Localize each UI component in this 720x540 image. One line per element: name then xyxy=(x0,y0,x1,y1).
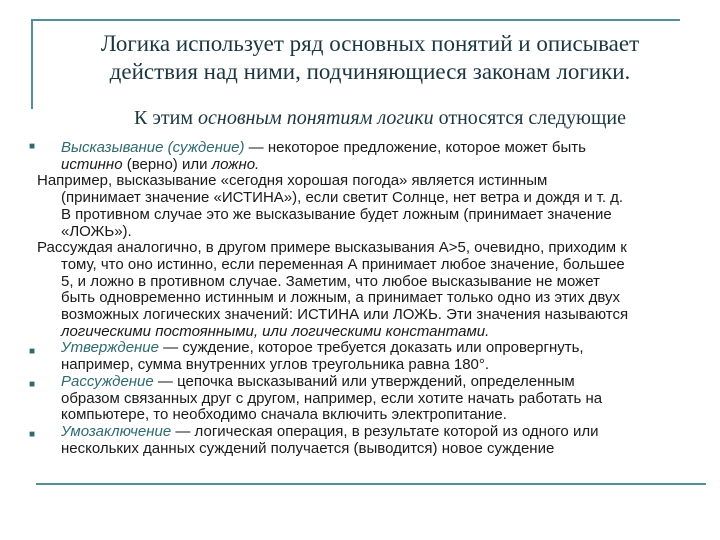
statement-line-8: тому, что оно истинно, если переменная А принимает любое значение, большее xyxy=(61,255,625,273)
list-item-statement: Высказывание (суждение) — некоторое предложение, которое может быть xyxy=(61,139,586,156)
bullet-square-icon xyxy=(29,140,41,154)
slide-subtitle: К этим основным понятиям логики относятся следующие xyxy=(134,107,626,129)
statement-line-9: 5, и ложно в противном случае. Заметим, что любое высказывание не может xyxy=(61,272,600,290)
statement-line-2: истинно (верно) или ложно. xyxy=(61,155,260,173)
slide-title xyxy=(60,30,680,86)
statement-line-12: логическими постоянными, или логическими константами. xyxy=(61,322,490,340)
list-item-reasoning: Рассуждение — цепочка высказываний или утверждений, определенным xyxy=(61,372,575,390)
list-item-conclusion: Умозаключение — логическая операция, в результате которой из одного или xyxy=(61,422,599,440)
conclusion-line-2: нескольких данных суждений получается (выводится) новое суждение xyxy=(61,439,555,457)
list-item-assertion: Утверждение — суждение, которое требуется доказать или опровергнуть, xyxy=(61,339,584,357)
frame-bottom-line xyxy=(36,483,706,485)
frame-top-line xyxy=(31,19,680,21)
term-statement: Высказывание xyxy=(61,139,164,156)
statement-line-5: В противном случае это же высказывание будет ложным (принимает значение xyxy=(61,205,612,223)
term-reasoning: Рассуждение xyxy=(61,372,154,390)
bullet-square-icon xyxy=(29,378,41,392)
title-line-2: действия над ними, подчиняющиеся законам логики. xyxy=(109,59,631,84)
title-line-1: Логика использует ряд основных понятий и описывает xyxy=(100,31,640,56)
reasoning-line-2: образом связанных друг с другом, например, если хотите начать работать на xyxy=(61,389,603,407)
bullet-square-icon xyxy=(29,345,41,359)
reasoning-line-3: компьютере, то необходимо сначала включить электропитание. xyxy=(61,406,507,424)
subtitle-italic: основным понятиям логики xyxy=(198,107,434,129)
term-conclusion: Умозаключение xyxy=(61,422,172,440)
term-assertion: Утверждение xyxy=(61,339,159,357)
statement-line-7: Рассуждая аналогично, в другом примере высказывания А>5, очевидно, приходим к xyxy=(37,239,627,257)
statement-line-10: быть одновременно истинным и ложным, а принимает только одно из этих двух xyxy=(61,289,621,307)
statement-line-11: возможных логических значений: ИСТИНА или ЛОЖЬ. Эти значения называются xyxy=(61,306,629,324)
frame-left-line xyxy=(31,19,33,109)
bullet-square-icon xyxy=(29,428,41,442)
statement-line-4: (принимает значение «ИСТИНА»), если светит Солнце, нет ветра и дождя и т. д. xyxy=(61,189,624,207)
assertion-line-2: например, сумма внутренних углов треугольника равна 180°. xyxy=(61,356,490,374)
slide-body xyxy=(33,140,713,457)
statement-line-6: «ЛОЖЬ»). xyxy=(61,222,132,240)
statement-line-3: Например, высказывание «сегодня хорошая погода» является истинным xyxy=(37,172,548,190)
